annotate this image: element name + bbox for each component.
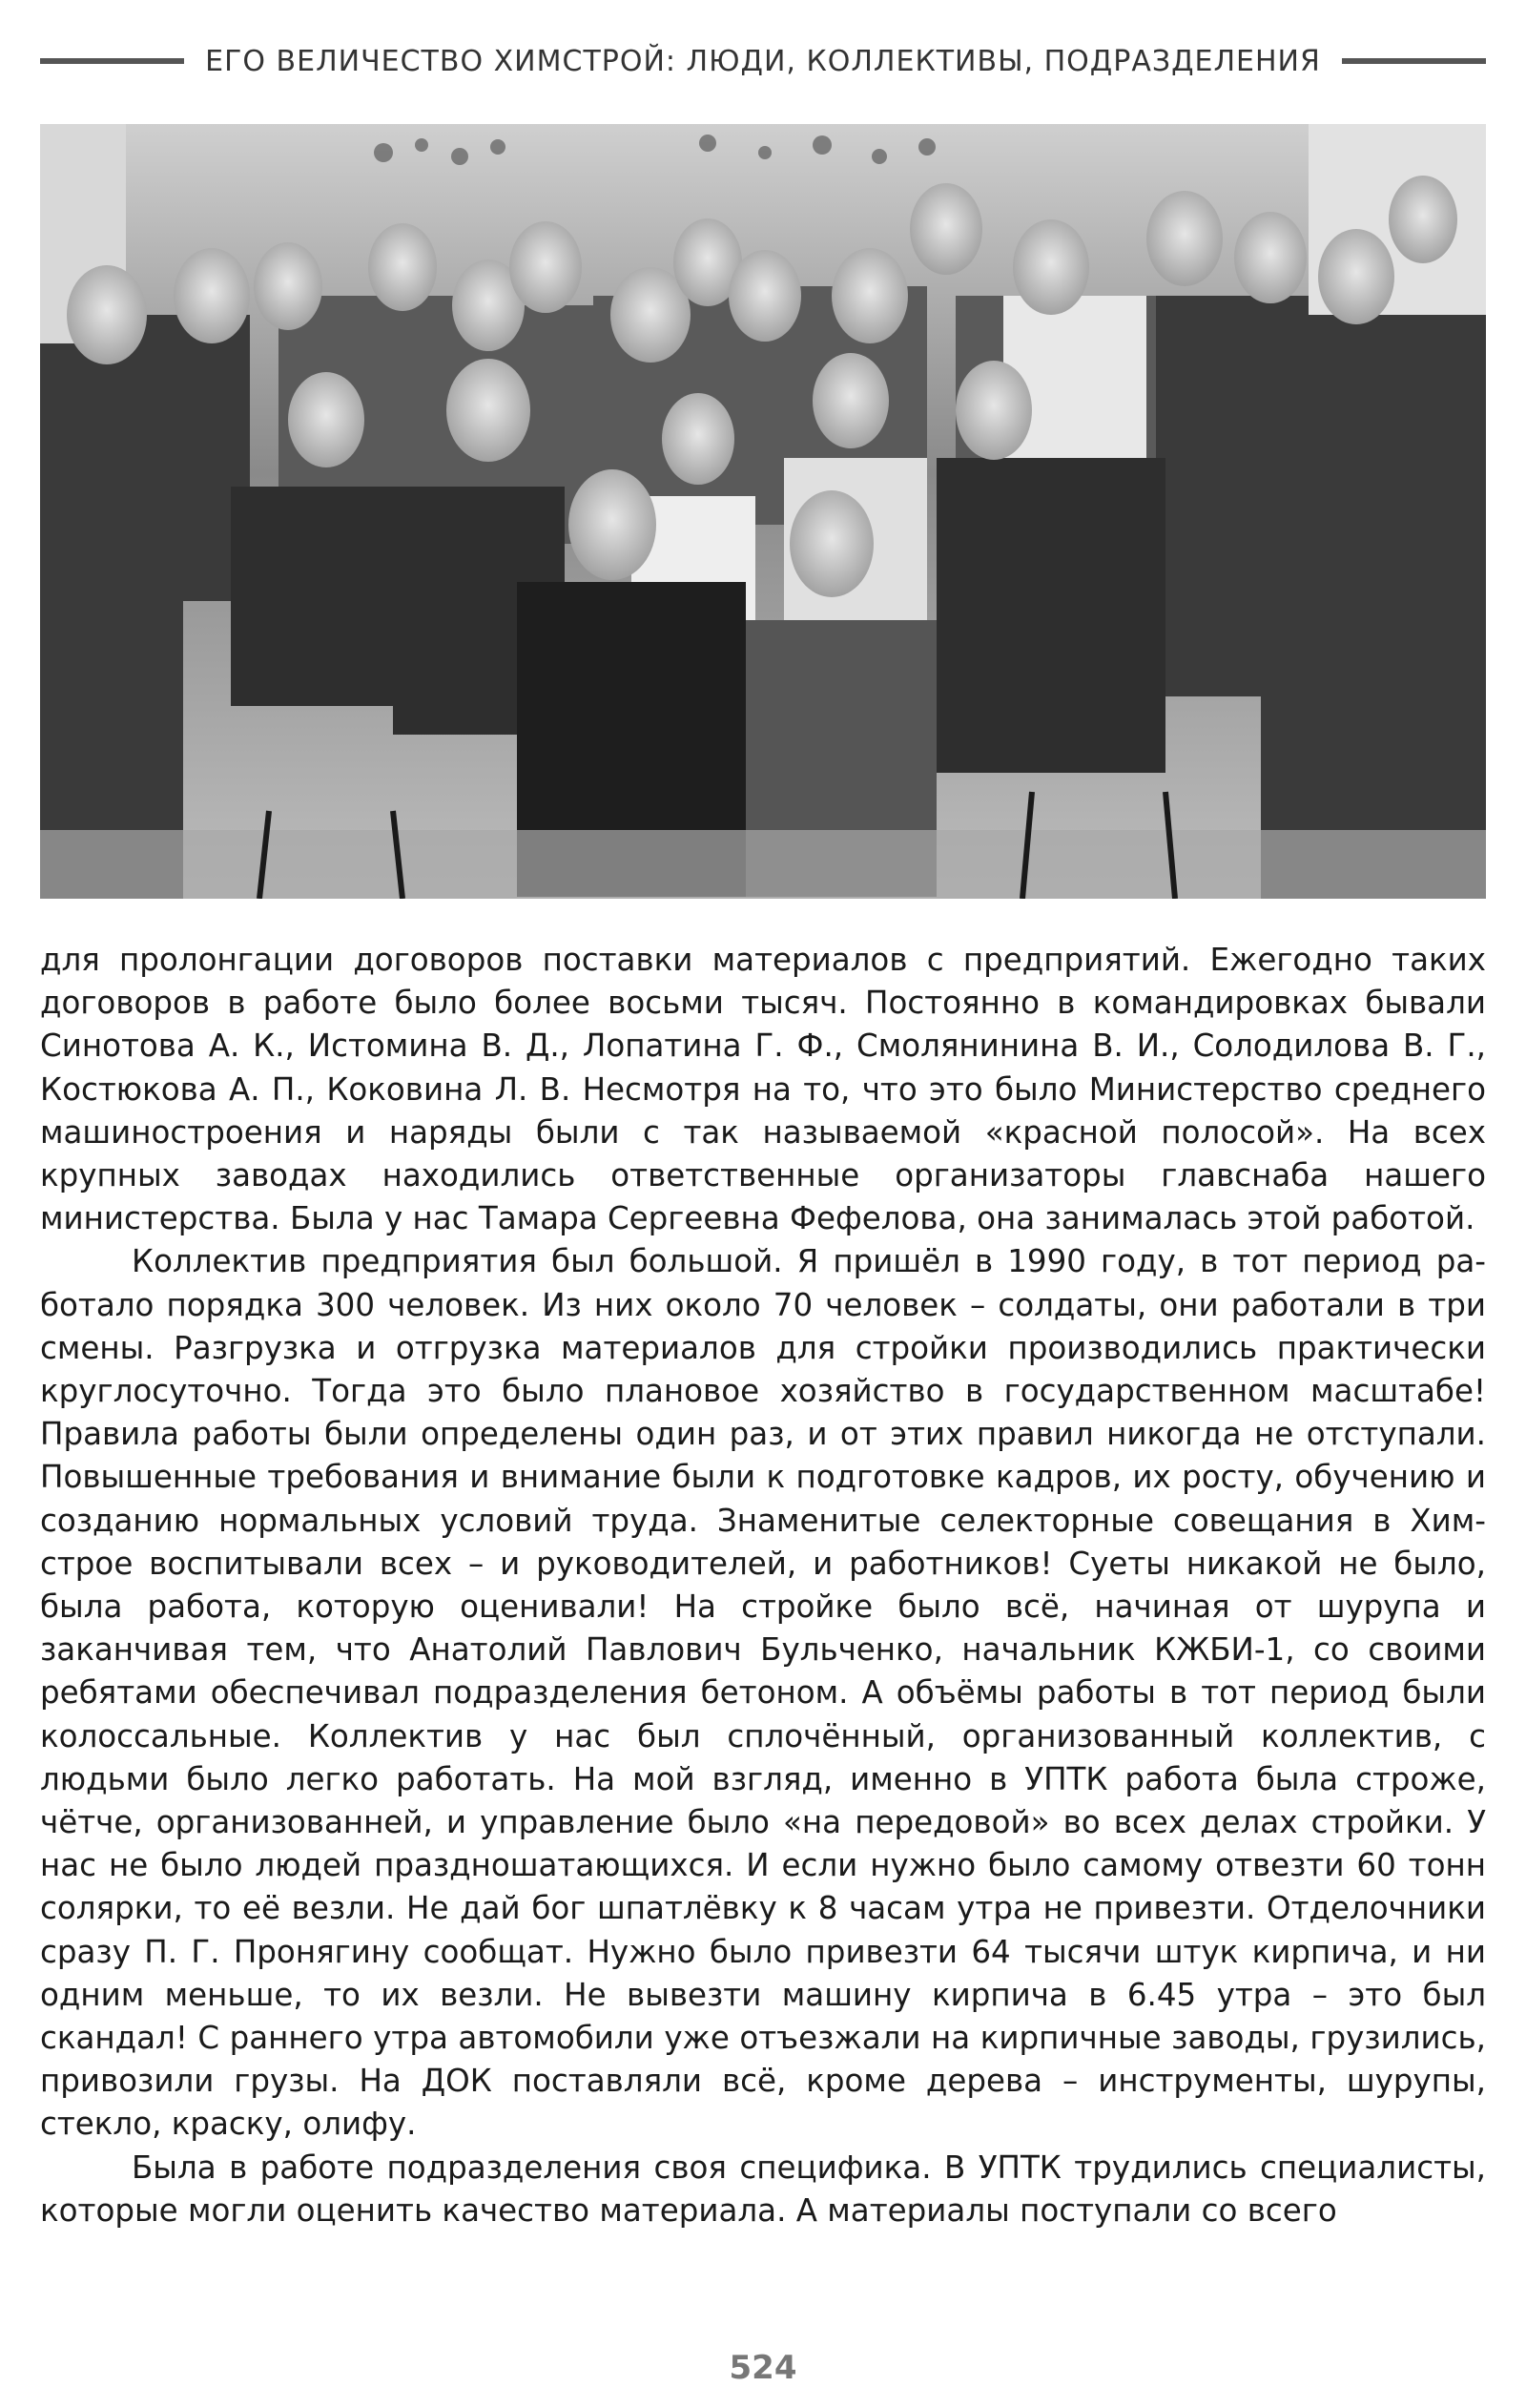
paragraph: Была в работе подразделения своя специфика. В УПТК трудились специалисты, которые могли оценить качество материала. А материалы поступали со всего xyxy=(40,2149,1486,2229)
group-photo xyxy=(40,124,1486,899)
running-header xyxy=(40,42,1486,80)
running-title: ЕГО ВЕЛИЧЕСТВО ХИМСТРОЙ: ЛЮДИ, КОЛЛЕКТИВЫ, ПОДРАЗДЕЛЕНИЯ xyxy=(205,44,1321,78)
paragraph: Коллектив предприятия был большой. Я пришёл в 1990 году, в тот период работало порядка 300 человек. Из них около 70 человек – солдаты, они работали в три смены. Разгрузка и отгрузка материалов для стройки производились практически круглосуточно. Тогда это было плановое хозяйство в государственном масштабе! Правила работы были определены один раз, и от этих правил никогда не отступали. Повышенные требования и внимание были к подготовке кадров, их росту, обучению и созданию нормальных условий труда. Знаменитые селекторные совещания в Химстрое воспитывали всех – и руководителей, и работников! Суеты никакой не было, была работа, которую оценивали! На стройке было всё, начиная от шурупа и заканчивая тем, что Анатолий Павлович Бульченко, начальник КЖБИ-1, со своими ребятами обеспечивал подразделения бетоном. А объёмы работы в тот период были колоссальные. Коллектив у нас был сплочённый, организованный коллектив, с людьми было легко работать. На мой взгляд, именно в УПТК работа была строже, чётче, организованней, и управление было «на передовой» во всех делах стройки. У нас не было людей праздношатающихся. И если нужно было самому отвезти 60 тонн солярки, то её везли. Не дай бог шпатлёвку к 8 часам утра не привезти. Отделочники сразу П. Г. Пронягину сообщат. Нужно было привезти 64 тысячи штук кирпича, и ни одним меньше, то их везли. Не вывезти машину кирпича в 6.45 утра – это был скандал! С раннего утра автомобили уже отъезжали на кирпичные заводы, грузились, привозили грузы. На ДОК поставляли всё, кроме дерева – инструменты, шурупы, стекло, краску, олифу. xyxy=(40,1243,1486,2143)
page-number: 524 xyxy=(729,2349,797,2387)
header-rule-left xyxy=(40,58,184,64)
group-photo-illustration xyxy=(40,124,1486,899)
body-text xyxy=(40,939,1486,2232)
header-rule-right xyxy=(1342,58,1486,64)
paragraph: для пролонгации договоров поставки материалов с предприятий. Ежегодно таких договоров в работе было более восьми тысяч. Постоянно в командировках бывали Синотова А. К., Истомина В. Д., Лопатина Г. Ф., Смолянинина В. И., Солодилова В. Г., Костюкова А. П., Коковина Л. В. Несмотря на то, что это было Министерство среднего машиностроения и наряды были с так называемой «красной полосой». На всех крупных заводах находились ответственные организаторы главснаба нашего министерства. Была у нас Тамара Сергеевна Фефелова, она занималась этой работой. xyxy=(40,942,1486,1237)
